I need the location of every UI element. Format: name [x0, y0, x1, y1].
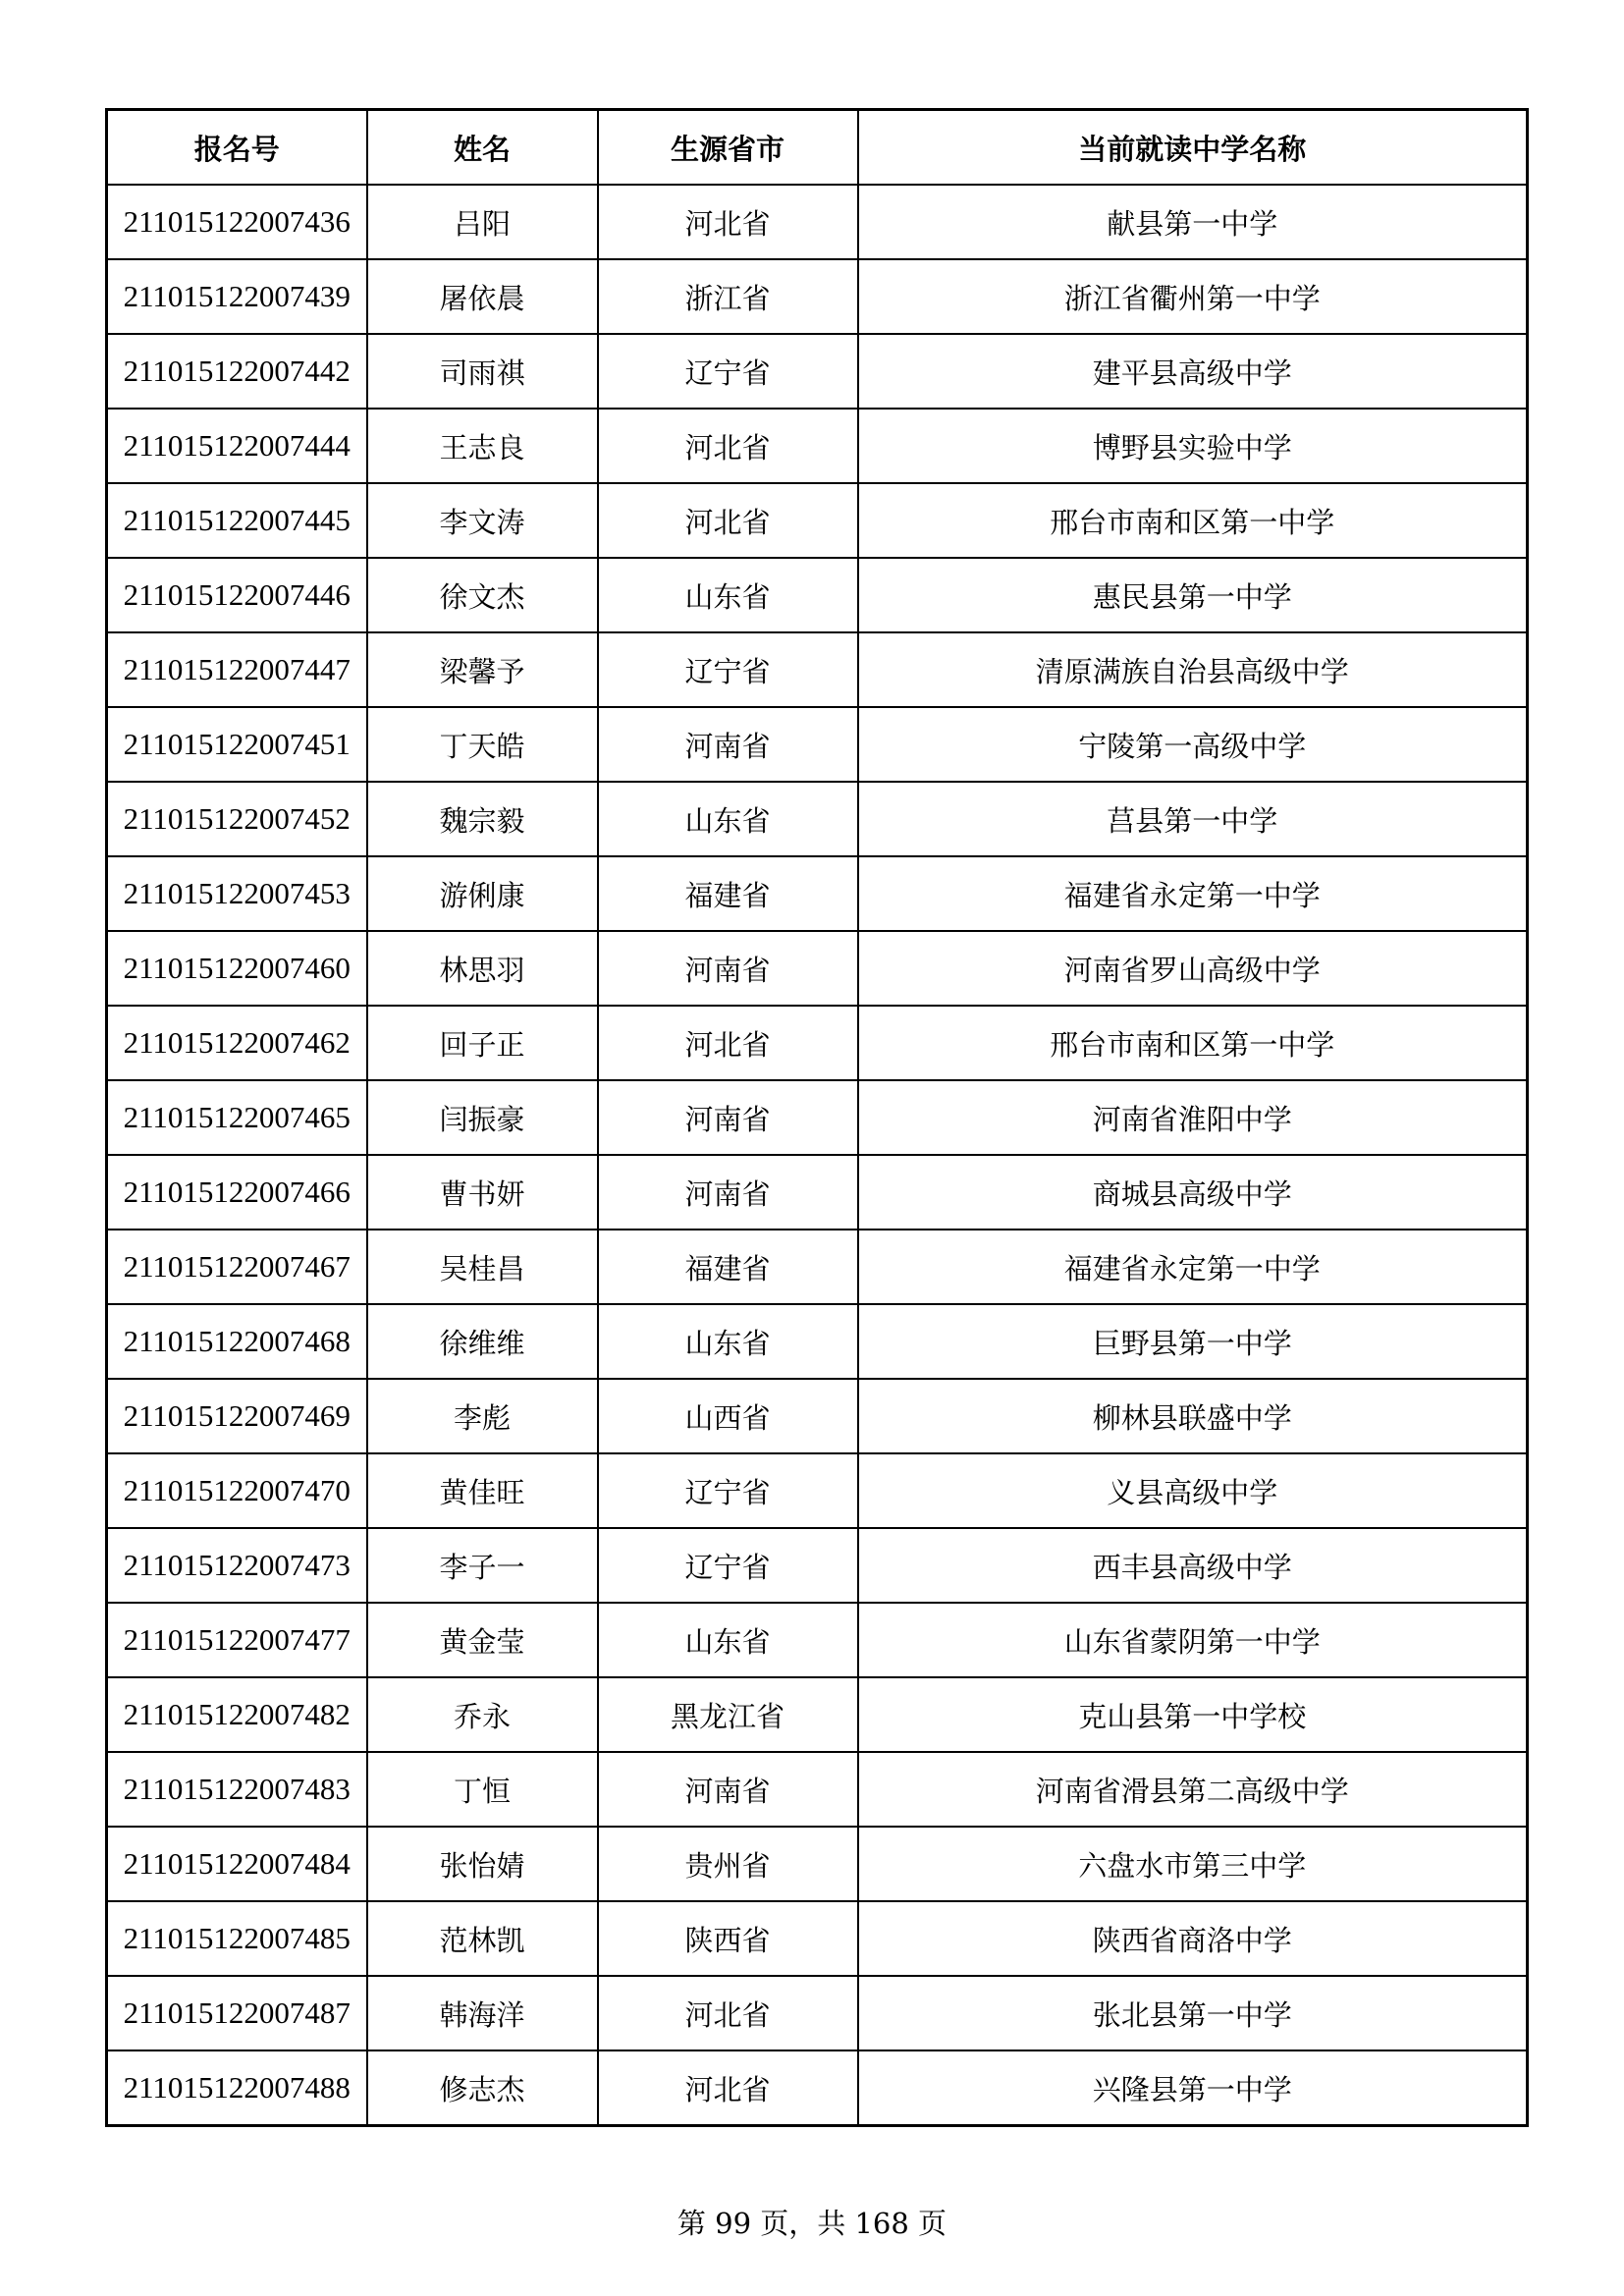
school-name-cell: 河南省淮阳中学	[858, 1080, 1528, 1155]
province-cell: 河南省	[598, 1155, 858, 1230]
registration-number-cell: 211015122007451	[107, 707, 367, 782]
header-school: 当前就读中学名称	[858, 110, 1528, 186]
province-cell: 河南省	[598, 931, 858, 1006]
province-cell: 辽宁省	[598, 1528, 858, 1603]
student-name-cell: 李子一	[367, 1528, 598, 1603]
table-row	[107, 1901, 1528, 1976]
table-row	[107, 409, 1528, 483]
province-cell: 河南省	[598, 707, 858, 782]
registration-number-cell: 211015122007460	[107, 931, 367, 1006]
province-cell: 河北省	[598, 185, 858, 259]
table-row	[107, 2050, 1528, 2126]
student-name-cell: 司雨祺	[367, 334, 598, 409]
school-name-cell: 张北县第一中学	[858, 1976, 1528, 2050]
registration-number-cell: 211015122007462	[107, 1006, 367, 1080]
student-name-cell: 闫振豪	[367, 1080, 598, 1155]
table-row	[107, 1080, 1528, 1155]
school-name-cell: 义县高级中学	[858, 1453, 1528, 1528]
registration-number-cell: 211015122007469	[107, 1379, 367, 1453]
table-row	[107, 1603, 1528, 1677]
school-name-cell: 河南省滑县第二高级中学	[858, 1752, 1528, 1827]
table-row	[107, 1155, 1528, 1230]
registration-number-cell: 211015122007473	[107, 1528, 367, 1603]
table-row	[107, 707, 1528, 782]
table-row	[107, 1528, 1528, 1603]
school-name-cell: 博野县实验中学	[858, 409, 1528, 483]
student-name-cell: 修志杰	[367, 2050, 598, 2126]
registration-number-cell: 211015122007445	[107, 483, 367, 558]
registration-number-cell: 211015122007436	[107, 185, 367, 259]
student-name-cell: 乔永	[367, 1677, 598, 1752]
table-body	[107, 185, 1528, 2126]
school-name-cell: 山东省蒙阴第一中学	[858, 1603, 1528, 1677]
table-row	[107, 1304, 1528, 1379]
province-cell: 河南省	[598, 1752, 858, 1827]
table-header	[107, 110, 1528, 186]
school-name-cell: 巨野县第一中学	[858, 1304, 1528, 1379]
table-row	[107, 931, 1528, 1006]
registration-number-cell: 211015122007442	[107, 334, 367, 409]
student-name-cell: 张怡婧	[367, 1827, 598, 1901]
province-cell: 河北省	[598, 483, 858, 558]
student-name-cell: 黄佳旺	[367, 1453, 598, 1528]
school-name-cell: 六盘水市第三中学	[858, 1827, 1528, 1901]
province-cell: 辽宁省	[598, 1453, 858, 1528]
student-name-cell: 范林凯	[367, 1901, 598, 1976]
registration-number-cell: 211015122007465	[107, 1080, 367, 1155]
province-cell: 山东省	[598, 1603, 858, 1677]
table-row	[107, 1827, 1528, 1901]
school-name-cell: 宁陵第一高级中学	[858, 707, 1528, 782]
header-name: 姓名	[367, 110, 598, 186]
table-row	[107, 334, 1528, 409]
school-name-cell: 柳林县联盛中学	[858, 1379, 1528, 1453]
registration-number-cell: 211015122007453	[107, 856, 367, 931]
student-name-cell: 曹书妍	[367, 1155, 598, 1230]
table-row	[107, 782, 1528, 856]
table-row	[107, 259, 1528, 334]
registration-number-cell: 211015122007487	[107, 1976, 367, 2050]
table-row	[107, 483, 1528, 558]
student-name-cell: 魏宗毅	[367, 782, 598, 856]
school-name-cell: 献县第一中学	[858, 185, 1528, 259]
student-name-cell: 李文涛	[367, 483, 598, 558]
province-cell: 福建省	[598, 856, 858, 931]
student-name-cell: 徐文杰	[367, 558, 598, 632]
student-name-cell: 王志良	[367, 409, 598, 483]
province-cell: 河北省	[598, 2050, 858, 2126]
registration-number-cell: 211015122007488	[107, 2050, 367, 2126]
page-number-footer: 第 99 页，共 168 页	[677, 2207, 947, 2240]
province-cell: 河北省	[598, 409, 858, 483]
province-cell: 山东省	[598, 782, 858, 856]
registration-number-cell: 211015122007468	[107, 1304, 367, 1379]
header-province: 生源省市	[598, 110, 858, 186]
student-name-cell: 屠依晨	[367, 259, 598, 334]
registration-number-cell: 211015122007444	[107, 409, 367, 483]
school-name-cell: 邢台市南和区第一中学	[858, 483, 1528, 558]
registration-number-cell: 211015122007452	[107, 782, 367, 856]
school-name-cell: 莒县第一中学	[858, 782, 1528, 856]
registration-number-cell: 211015122007466	[107, 1155, 367, 1230]
school-name-cell: 西丰县高级中学	[858, 1528, 1528, 1603]
school-name-cell: 陕西省商洛中学	[858, 1901, 1528, 1976]
registration-number-cell: 211015122007439	[107, 259, 367, 334]
school-name-cell: 惠民县第一中学	[858, 558, 1528, 632]
school-name-cell: 清原满族自治县高级中学	[858, 632, 1528, 707]
school-name-cell: 福建省永定第一中学	[858, 856, 1528, 931]
student-name-cell: 吕阳	[367, 185, 598, 259]
student-name-cell: 梁馨予	[367, 632, 598, 707]
province-cell: 山东省	[598, 1304, 858, 1379]
school-name-cell: 福建省永定第一中学	[858, 1230, 1528, 1304]
province-cell: 浙江省	[598, 259, 858, 334]
school-name-cell: 兴隆县第一中学	[858, 2050, 1528, 2126]
province-cell: 山西省	[598, 1379, 858, 1453]
province-cell: 陕西省	[598, 1901, 858, 1976]
province-cell: 黑龙江省	[598, 1677, 858, 1752]
admission-roster-table	[105, 108, 1529, 2127]
table-row	[107, 185, 1528, 259]
student-name-cell: 游俐康	[367, 856, 598, 931]
registration-number-cell: 211015122007447	[107, 632, 367, 707]
table-row	[107, 1006, 1528, 1080]
registration-number-cell: 211015122007467	[107, 1230, 367, 1304]
student-name-cell: 回子正	[367, 1006, 598, 1080]
school-name-cell: 浙江省衢州第一中学	[858, 259, 1528, 334]
header-registration-number: 报名号	[107, 110, 367, 186]
school-name-cell: 河南省罗山高级中学	[858, 931, 1528, 1006]
table-row	[107, 558, 1528, 632]
registration-number-cell: 211015122007483	[107, 1752, 367, 1827]
student-name-cell: 丁恒	[367, 1752, 598, 1827]
table-row	[107, 1453, 1528, 1528]
registration-number-cell: 211015122007484	[107, 1827, 367, 1901]
student-name-cell: 徐维维	[367, 1304, 598, 1379]
table-row	[107, 1976, 1528, 2050]
registration-number-cell: 211015122007485	[107, 1901, 367, 1976]
student-name-cell: 丁天皓	[367, 707, 598, 782]
school-name-cell: 邢台市南和区第一中学	[858, 1006, 1528, 1080]
school-name-cell: 建平县高级中学	[858, 334, 1528, 409]
registration-number-cell: 211015122007470	[107, 1453, 367, 1528]
registration-number-cell: 211015122007446	[107, 558, 367, 632]
table-row	[107, 1230, 1528, 1304]
province-cell: 辽宁省	[598, 334, 858, 409]
student-name-cell: 林思羽	[367, 931, 598, 1006]
school-name-cell: 商城县高级中学	[858, 1155, 1528, 1230]
school-name-cell: 克山县第一中学校	[858, 1677, 1528, 1752]
province-cell: 河北省	[598, 1006, 858, 1080]
table-row	[107, 1752, 1528, 1827]
table-row	[107, 1677, 1528, 1752]
student-name-cell: 韩海洋	[367, 1976, 598, 2050]
province-cell: 河南省	[598, 1080, 858, 1155]
province-cell: 福建省	[598, 1230, 858, 1304]
registration-number-cell: 211015122007477	[107, 1603, 367, 1677]
student-name-cell: 李彪	[367, 1379, 598, 1453]
province-cell: 河北省	[598, 1976, 858, 2050]
registration-number-cell: 211015122007482	[107, 1677, 367, 1752]
province-cell: 辽宁省	[598, 632, 858, 707]
province-cell: 贵州省	[598, 1827, 858, 1901]
student-name-cell: 吴桂昌	[367, 1230, 598, 1304]
header-row	[107, 110, 1528, 186]
table-row	[107, 1379, 1528, 1453]
table-row	[107, 856, 1528, 931]
table-row	[107, 632, 1528, 707]
province-cell: 山东省	[598, 558, 858, 632]
student-name-cell: 黄金莹	[367, 1603, 598, 1677]
